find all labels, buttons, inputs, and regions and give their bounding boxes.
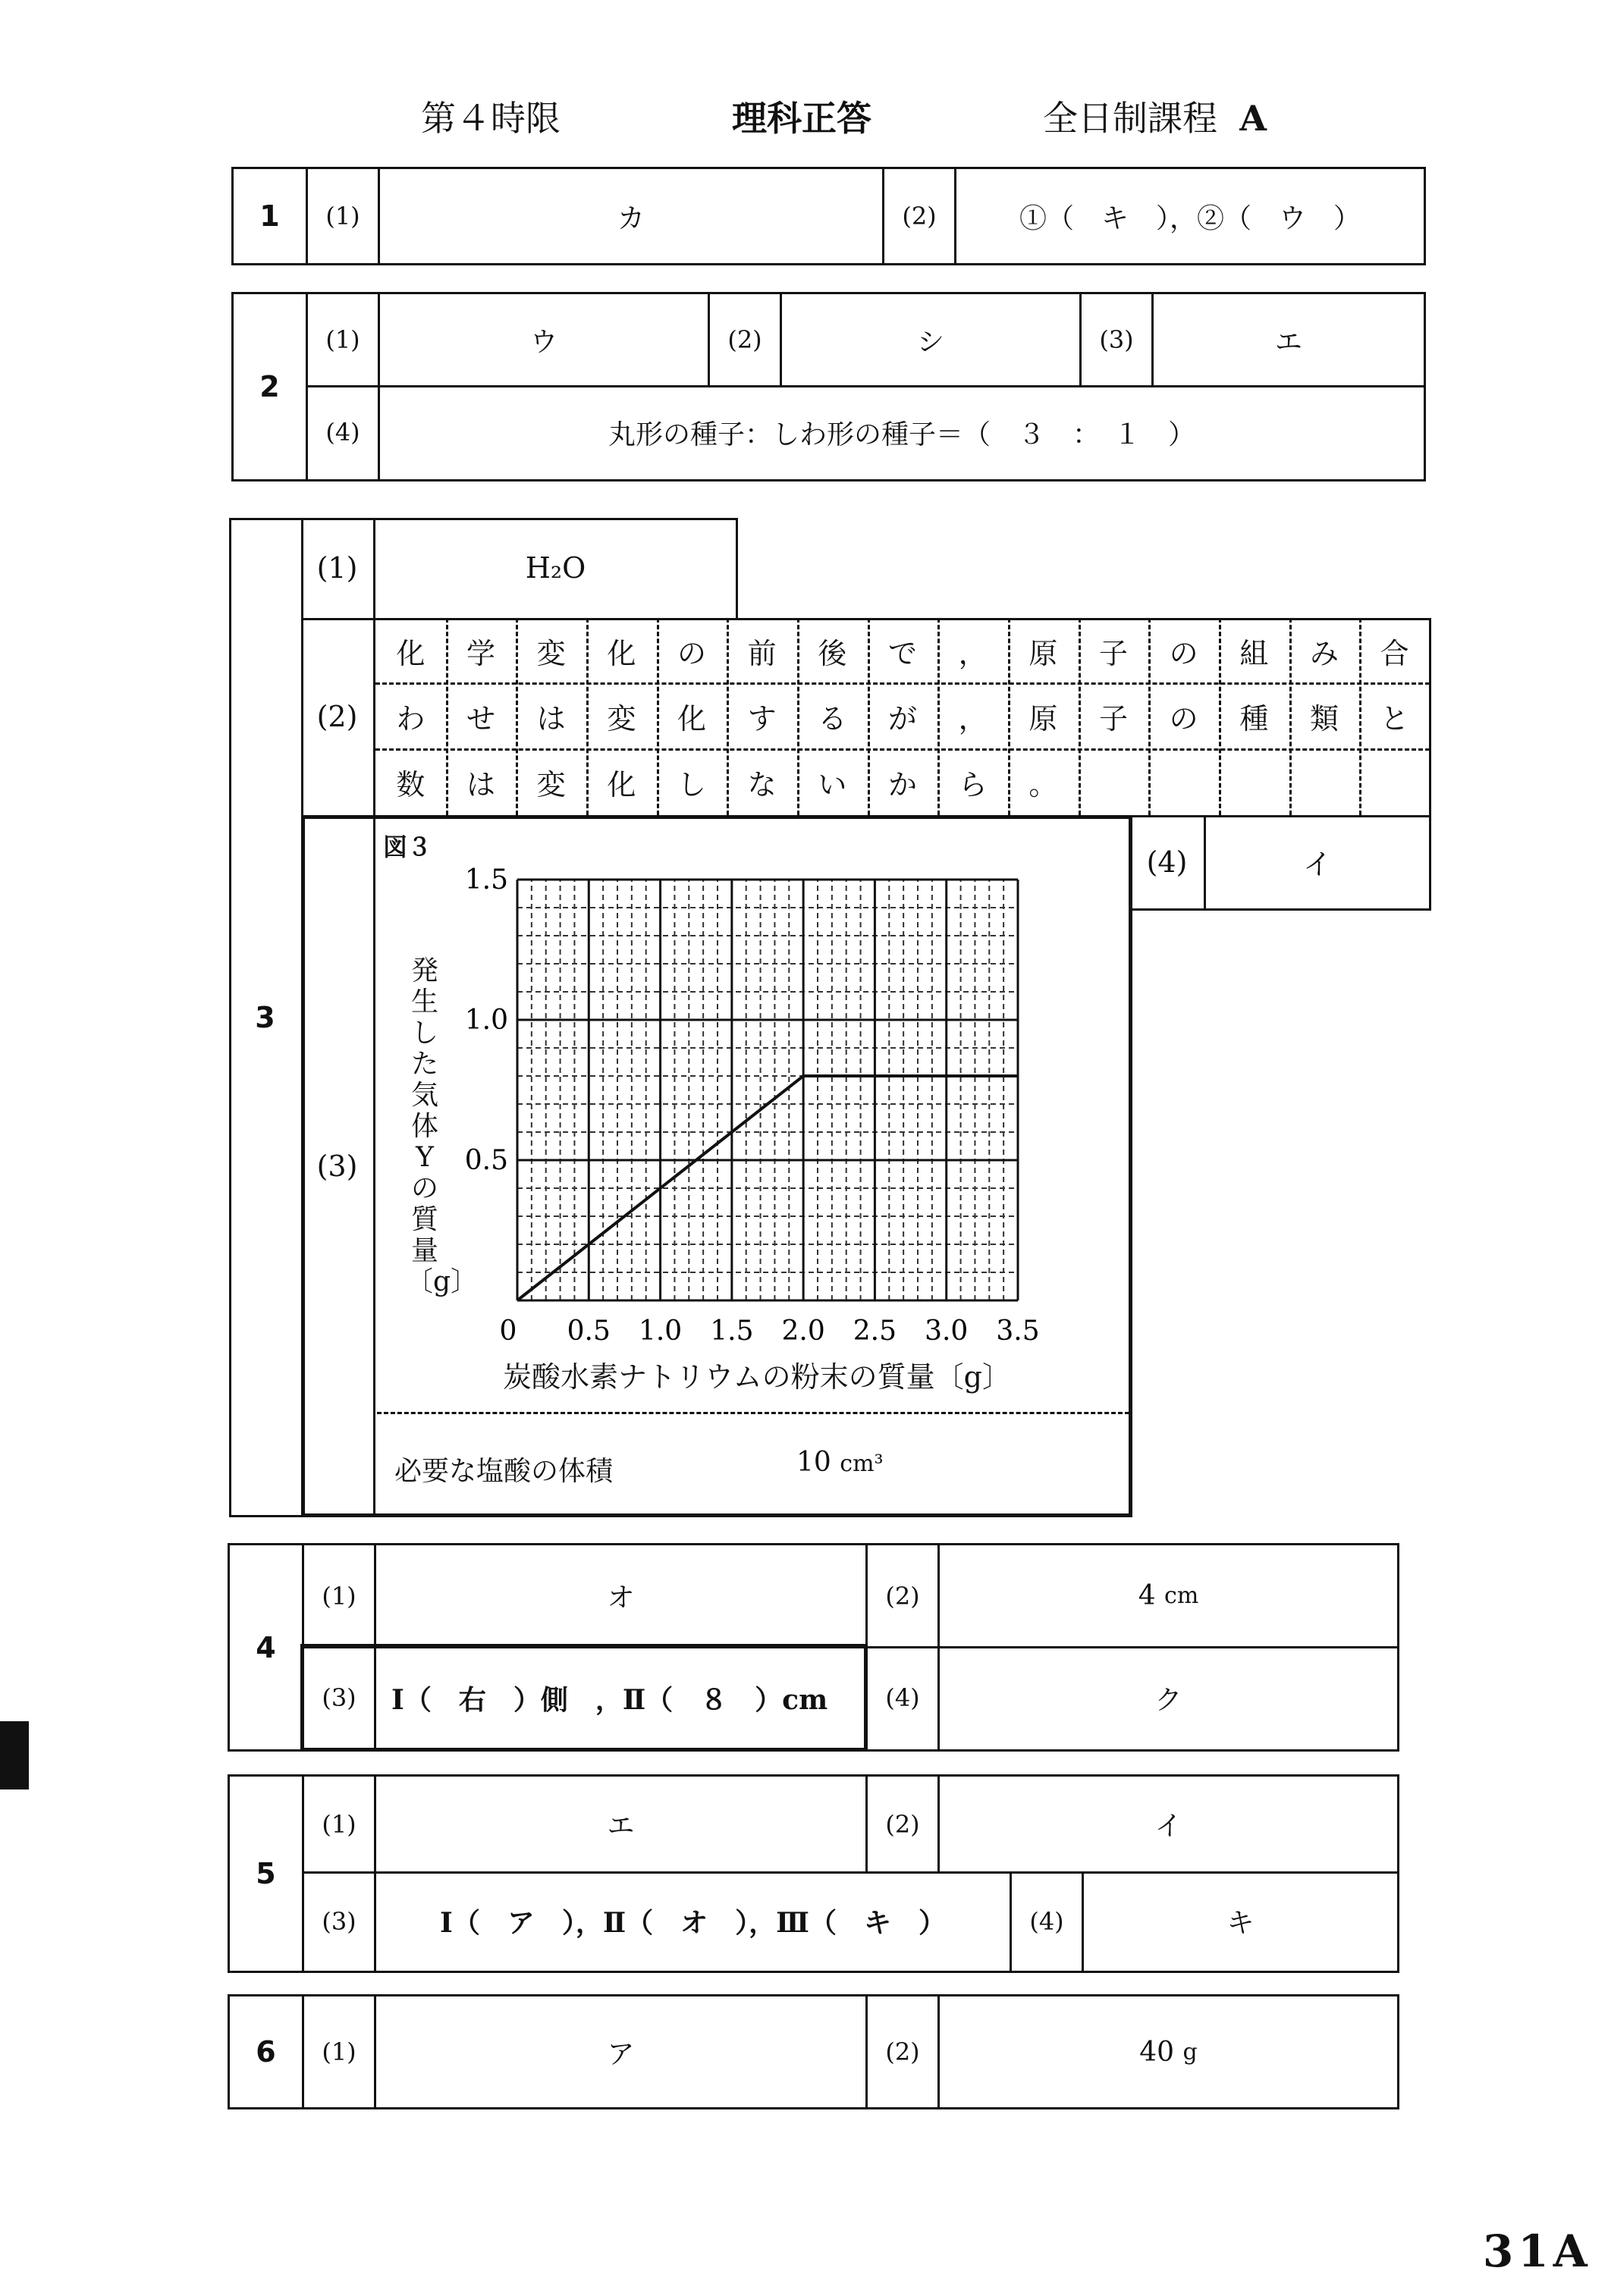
part-label: (4) bbox=[865, 1646, 937, 1749]
part-label: (4) bbox=[306, 385, 378, 479]
question-5 bbox=[228, 1774, 1399, 1973]
y-tick-label: 1.5 bbox=[464, 864, 508, 896]
x-tick-label: 1.5 bbox=[710, 1316, 754, 1347]
grid-char: ら bbox=[958, 768, 988, 802]
grid-char: 変 bbox=[536, 768, 566, 802]
part-label: (2) bbox=[882, 169, 954, 263]
question-1 bbox=[231, 167, 1426, 265]
grid-char: 学 bbox=[466, 636, 495, 670]
grid-char: の bbox=[1169, 636, 1198, 670]
grid-char: は bbox=[466, 768, 495, 802]
grid-char: 変 bbox=[607, 702, 636, 736]
answer-cell: ①（ キ ），②（ ウ ） bbox=[954, 169, 1424, 263]
answer-cell: エ bbox=[1151, 294, 1424, 385]
grid-char: ， bbox=[958, 702, 988, 736]
grid-char: 組 bbox=[1239, 636, 1269, 670]
grid-char: 変 bbox=[536, 636, 566, 670]
answer-cell: カ bbox=[378, 169, 882, 263]
answer-cell: キ bbox=[1082, 1871, 1397, 1971]
grid-char: な bbox=[747, 768, 777, 802]
answer-cell: 丸形の種子：しわ形の種子＝（ ３ ： １ ） bbox=[378, 385, 1424, 479]
grid-char: 化 bbox=[607, 636, 636, 670]
grid-char: 合 bbox=[1380, 636, 1409, 670]
answer-cell: H₂O bbox=[525, 551, 586, 585]
part-label: (3) bbox=[316, 1150, 358, 1183]
grid-char: 類 bbox=[1309, 702, 1339, 736]
grid-char: の bbox=[1169, 702, 1198, 736]
question-number: 4 bbox=[256, 1630, 276, 1664]
course-label: 全日制課程 A bbox=[1043, 98, 1267, 139]
mass-chart bbox=[377, 823, 1128, 1414]
answer-cell: ク bbox=[937, 1646, 1397, 1749]
x-tick-label: 0.5 bbox=[567, 1316, 611, 1347]
question-number: 3 bbox=[255, 1001, 275, 1034]
grid-char: い bbox=[818, 768, 847, 802]
grid-char: 後 bbox=[818, 636, 847, 670]
part-label: (2) bbox=[316, 700, 358, 733]
question-2 bbox=[231, 292, 1426, 481]
part-label: (2) bbox=[865, 1996, 937, 2107]
grid-char bbox=[1359, 749, 1430, 815]
x-tick-label: 3.5 bbox=[996, 1316, 1040, 1347]
answer-cell: 40 g bbox=[937, 1996, 1397, 2107]
grid-char bbox=[1289, 749, 1360, 815]
part-label: (4) bbox=[1010, 1871, 1082, 1971]
answer-cell: Ⅰ（ ア ），Ⅱ（ オ ），Ⅲ（ キ ） bbox=[374, 1871, 1010, 1971]
x-tick-label: 0 bbox=[499, 1316, 517, 1347]
part-label: (1) bbox=[306, 169, 378, 263]
question-number: 6 bbox=[256, 2035, 276, 2069]
grid-char: せ bbox=[466, 702, 495, 736]
volume-label: 必要な塩酸の体積 bbox=[394, 1456, 614, 1487]
grid-char: 原 bbox=[1028, 702, 1058, 736]
answer-cell: オ bbox=[374, 1545, 865, 1646]
grid-char: 子 bbox=[1098, 702, 1128, 736]
grid-char: み bbox=[1309, 636, 1339, 670]
grid-char: か bbox=[887, 768, 917, 802]
grid-char: 原 bbox=[1028, 636, 1058, 670]
grid-char bbox=[1148, 749, 1219, 815]
grid-char bbox=[1079, 749, 1149, 815]
grid-char: 。 bbox=[1028, 768, 1058, 802]
answer-cell: イ bbox=[937, 1777, 1397, 1871]
y-tick-label: 1.0 bbox=[464, 1005, 508, 1036]
part-label: (2) bbox=[865, 1777, 937, 1871]
grid-char: 前 bbox=[747, 636, 777, 670]
grid-char bbox=[1219, 749, 1289, 815]
grid-char: は bbox=[536, 702, 566, 736]
x-axis-label: 炭酸水素ナトリウムの粉末の質量〔g〕 bbox=[503, 1360, 1011, 1394]
part-label: (3) bbox=[302, 1646, 374, 1749]
part-label: (2) bbox=[865, 1545, 937, 1646]
part-label: (1) bbox=[306, 294, 378, 385]
grid-char: 化 bbox=[677, 702, 706, 736]
x-tick-label: 1.0 bbox=[638, 1316, 683, 1347]
grid-char: 種 bbox=[1239, 702, 1269, 736]
grid-char: ， bbox=[958, 636, 988, 670]
x-tick-label: 2.0 bbox=[781, 1316, 825, 1347]
grid-char: る bbox=[818, 702, 847, 736]
grid-char: 子 bbox=[1098, 636, 1128, 670]
part-label: (2) bbox=[708, 294, 780, 385]
figure-label: 図３ bbox=[383, 833, 432, 861]
part-label: (1) bbox=[316, 551, 358, 585]
grid-char: 化 bbox=[396, 636, 426, 670]
scan-mark bbox=[0, 1721, 29, 1789]
answer-grid bbox=[375, 618, 1430, 815]
part-label: (1) bbox=[302, 1545, 374, 1646]
question-number: 1 bbox=[259, 199, 280, 233]
y-tick-label: 0.5 bbox=[464, 1145, 508, 1176]
y-axis-label: 発生した気体Yの質量〔g〕 bbox=[406, 955, 479, 1297]
answer-cell: ウ bbox=[378, 294, 708, 385]
grid-char: 数 bbox=[396, 768, 426, 802]
grid-char: し bbox=[677, 768, 706, 802]
page-code: 31A bbox=[1483, 2225, 1592, 2277]
subject-title: 理科正答 bbox=[732, 98, 871, 139]
volume-answer: 10 cm³ bbox=[796, 1447, 884, 1478]
question-number: 2 bbox=[259, 370, 280, 403]
answer-cell: 4 cm bbox=[937, 1545, 1397, 1646]
part-label: (4) bbox=[1146, 845, 1188, 879]
grid-char: す bbox=[747, 702, 777, 736]
part-label: (3) bbox=[302, 1871, 374, 1971]
part-label: (1) bbox=[302, 1777, 374, 1871]
part-label: (1) bbox=[302, 1996, 374, 2107]
x-tick-label: 3.0 bbox=[925, 1316, 969, 1347]
period-label: 第４時限 bbox=[421, 98, 561, 139]
question-6 bbox=[228, 1994, 1399, 2109]
version-label: A bbox=[1239, 98, 1267, 139]
grid-char: が bbox=[887, 702, 917, 736]
grid-char: の bbox=[677, 636, 706, 670]
part-label: (3) bbox=[1079, 294, 1151, 385]
x-tick-label: 2.5 bbox=[853, 1316, 897, 1347]
answer-cell: ア bbox=[374, 1996, 865, 2107]
grid-char: 化 bbox=[607, 768, 636, 802]
answer-cell: イ bbox=[1302, 848, 1332, 881]
answer-cell: シ bbox=[780, 294, 1079, 385]
question-4 bbox=[228, 1543, 1399, 1752]
answer-cell: Ⅰ（ 右 ）側 ，Ⅱ（ ８ ）cm bbox=[374, 1646, 865, 1749]
question-number: 5 bbox=[256, 1857, 276, 1890]
grid-char: わ bbox=[396, 702, 426, 736]
grid-char: で bbox=[887, 636, 917, 670]
grid-char: と bbox=[1380, 702, 1409, 736]
answer-cell: エ bbox=[374, 1777, 865, 1871]
